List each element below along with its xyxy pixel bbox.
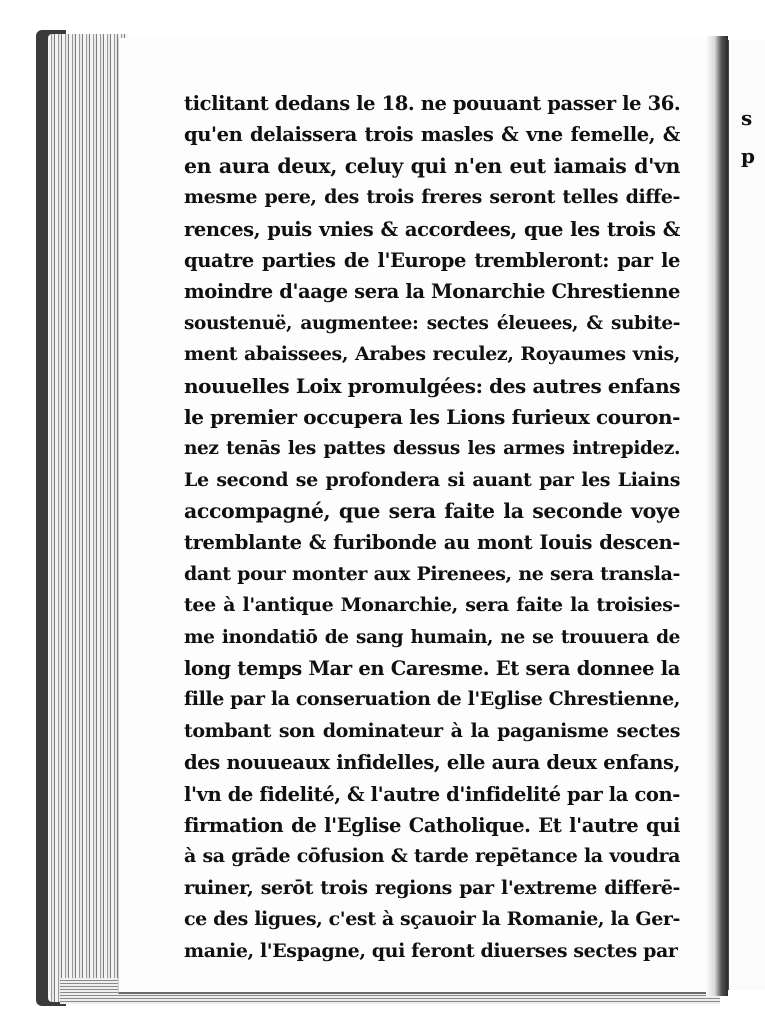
text-line: le premier occupera les Lions furieux couron- — [184, 404, 680, 429]
text-line: tremblante & furibonde au mont Iouis descen- — [184, 531, 680, 555]
text-line: quatre parties de l'Europe trembleront: par le — [184, 248, 680, 272]
text-line: qu'en delaissera trois masles & vne femelle, & — [184, 123, 680, 147]
text-line: long temps Mar en Caresme. Et sera donnee la — [184, 657, 680, 681]
text-line: l'vn de fidelité, & l'autre d'infidelité par la con- — [184, 782, 680, 806]
facing-page-mark: s — [741, 106, 753, 130]
text-line: rences, puis vnies & accordees, que les trois & — [184, 217, 680, 241]
text-line: en aura deux, celuy qui n'en eut iamais d'vn — [184, 153, 680, 178]
text-line: des nouueaux infidelles, elle aura deux enfans, — [184, 751, 680, 775]
text-line: Le second se profondera si auant par les Liains — [184, 468, 680, 491]
text-line: mesme pere, des trois freres seront telles diffe- — [184, 186, 680, 209]
text-line: nouuelles Loix promulgées: des autres enfans — [184, 373, 681, 398]
text-line: ce des ligues, c'est à sçauoir la Romanie, la Ger- — [184, 908, 680, 931]
text-line: à sa grāde cōfusion & tarde repētance la voudra — [184, 845, 680, 868]
text-line: moindre d'aage sera la Monarchie Chrestienne — [184, 280, 680, 304]
text-line: soustenuë, augmentee: sectes éleuees, & subite- — [184, 312, 680, 334]
text-line: dant pour monter aux Pirenees, ne sera transla- — [184, 562, 680, 585]
text-line: firmation de l'Eglise Catholique. Et l'autre qui — [184, 813, 680, 837]
text-line: me inondatiō de sang humain, ne se trouuera de — [184, 626, 680, 648]
text-line: manie, l'Espagne, qui feront diuerses sectes par — [184, 939, 678, 962]
facing-page-mark: p — [741, 144, 755, 168]
text-line: ruiner, serōt trois regions par l'extreme differē- — [184, 876, 680, 899]
page-text — [184, 88, 680, 967]
text-line: tombant son dominateur à la paganisme sectes — [184, 719, 680, 742]
text-line: ticlitant dedans le 18. ne pouuant passer le 36. — [184, 92, 681, 115]
page-gutter — [706, 36, 728, 996]
facing-page — [728, 40, 765, 990]
text-line: tee à l'antique Monarchie, sera faite la troisies- — [184, 594, 680, 617]
text-line: ment abaissees, Arabes reculez, Royaumes vnis, — [184, 343, 680, 366]
text-line: accompagné, que sera faite la seconde voye — [184, 499, 680, 524]
text-line: nez tenās les pattes dessus les armes intrepidez. — [184, 438, 680, 460]
text-line: fille par la conseruation de l'Eglise Chrestienne, — [184, 688, 680, 711]
page-edges — [48, 34, 128, 1002]
